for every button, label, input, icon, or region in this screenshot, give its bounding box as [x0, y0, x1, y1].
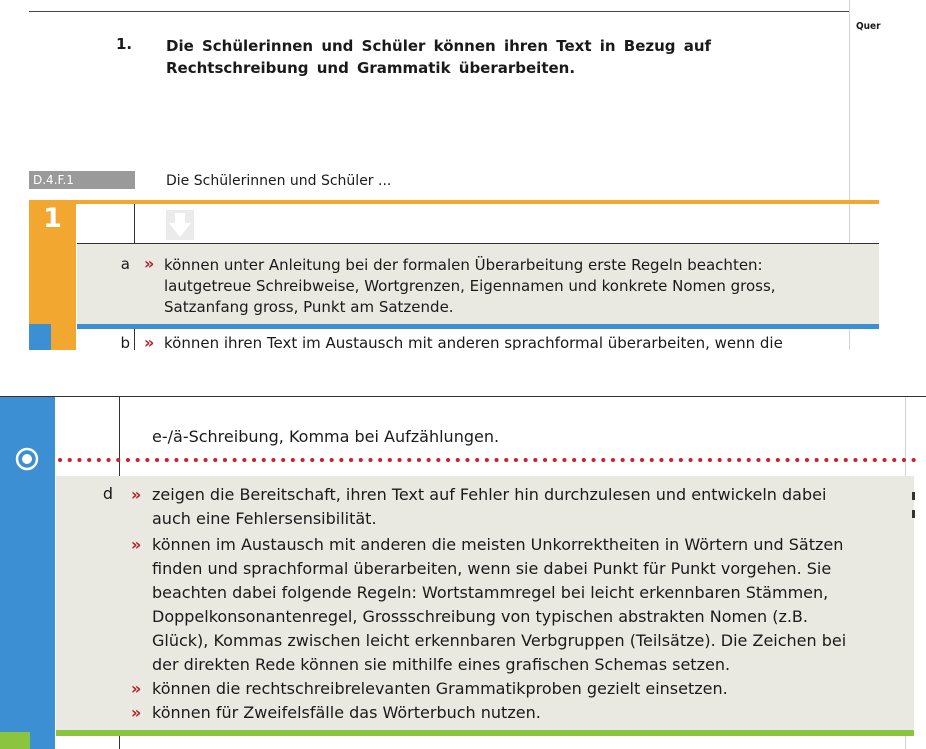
margin-tick	[912, 510, 915, 518]
level-2-marker	[29, 324, 51, 350]
down-arrow-icon	[166, 210, 194, 240]
row-d-marker: »	[131, 679, 142, 698]
row-a-line-3: Satzanfang gross, Punkt am Satzende.	[164, 298, 454, 316]
row-d-item-2-line: können im Austausch mit anderen die meisten Unkorrektheiten in Wörtern und Sätzen	[152, 535, 844, 554]
level-number: 1	[43, 203, 62, 234]
competence-number: 1.	[116, 35, 133, 53]
row-d-item-3-line: können die rechtschreibrelevanten Grammatikproben gezielt einsetzen.	[152, 679, 728, 698]
level-top-line	[29, 200, 879, 204]
row-d-letter: d	[102, 484, 113, 503]
row-d-marker: »	[131, 535, 142, 554]
dotted-separator	[57, 456, 926, 464]
row-a-line-1: können unter Anleitung bei der formalen Überarbeitung erste Regeln beachten:	[164, 256, 763, 274]
level-3-line	[56, 730, 914, 736]
competence-title: Die Schülerinnen und Schüler können ihren Text in Bezug auf Rechtschreibung und Grammatik überarbeiten.	[166, 37, 712, 77]
level-3-marker	[0, 732, 30, 749]
row-a-letter: a	[120, 255, 130, 273]
document-bottom-section	[0, 397, 926, 749]
row-d-item-2-line: der direkten Rede können sie mithilfe eines grafischen Schemas setzen.	[152, 655, 731, 674]
row-d-marker: »	[131, 485, 142, 504]
competence-intro: Die Schülerinnen und Schüler ...	[166, 173, 392, 189]
level-2-line	[77, 324, 879, 329]
row-b-marker: »	[144, 333, 155, 350]
row-d-item-1	[152, 483, 902, 531]
document-top-section	[0, 0, 926, 350]
row-d-item-2-line: beachten dabei folgende Regeln: Wortstammregel bei leicht erkennbaren Stämmen,	[152, 583, 829, 602]
row-d-marker: »	[131, 703, 142, 722]
header-rule	[29, 11, 850, 12]
margin-tick	[912, 492, 915, 500]
row-d-item-2-line: finden und sprachformal überarbeiten, wenn sie dabei Punkt für Punkt vorgehen. Sie	[152, 559, 832, 578]
row-d-item-1-line: zeigen die Bereitschaft, ihren Text auf Fehler hin durchzulesen und entwickeln dabei	[152, 485, 827, 504]
row-b-text: können ihren Text im Austausch mit anderen sprachformal überarbeiten, wenn die	[164, 334, 783, 350]
row-a-line-2: lautgetreue Schreibweise, Wortgrenzen, Eigennamen und konkrete Nomen gross,	[164, 277, 776, 295]
row-d-item-1-line: auch eine Fehlersensibilität.	[152, 509, 377, 528]
row-d-item-3	[152, 677, 902, 701]
row-d-item-4	[152, 701, 902, 725]
competence-code: D.4.F.1	[29, 171, 135, 189]
row-a-marker: »	[144, 254, 155, 273]
row-d-item-2-line: Doppelkonsonantenregel, Grossschreibung von typischen abstrakten Nomen (z.B.	[152, 607, 808, 626]
side-label: Quer	[856, 21, 881, 32]
row-b-letter: b	[120, 334, 130, 350]
row-d-item-2-line: Glück), Kommas zwischen leicht erkennbaren Verbgruppen (Teilsätze). Die Zeichen bei	[152, 631, 847, 650]
row-d-item-2	[152, 533, 902, 677]
row-d-item-4-line: können für Zweifelsfälle das Wörterbuch nutzen.	[152, 703, 541, 722]
row-c-last-line: e-/ä-Schreibung, Komma bei Aufzählungen.	[152, 427, 500, 446]
target-icon	[14, 446, 40, 472]
